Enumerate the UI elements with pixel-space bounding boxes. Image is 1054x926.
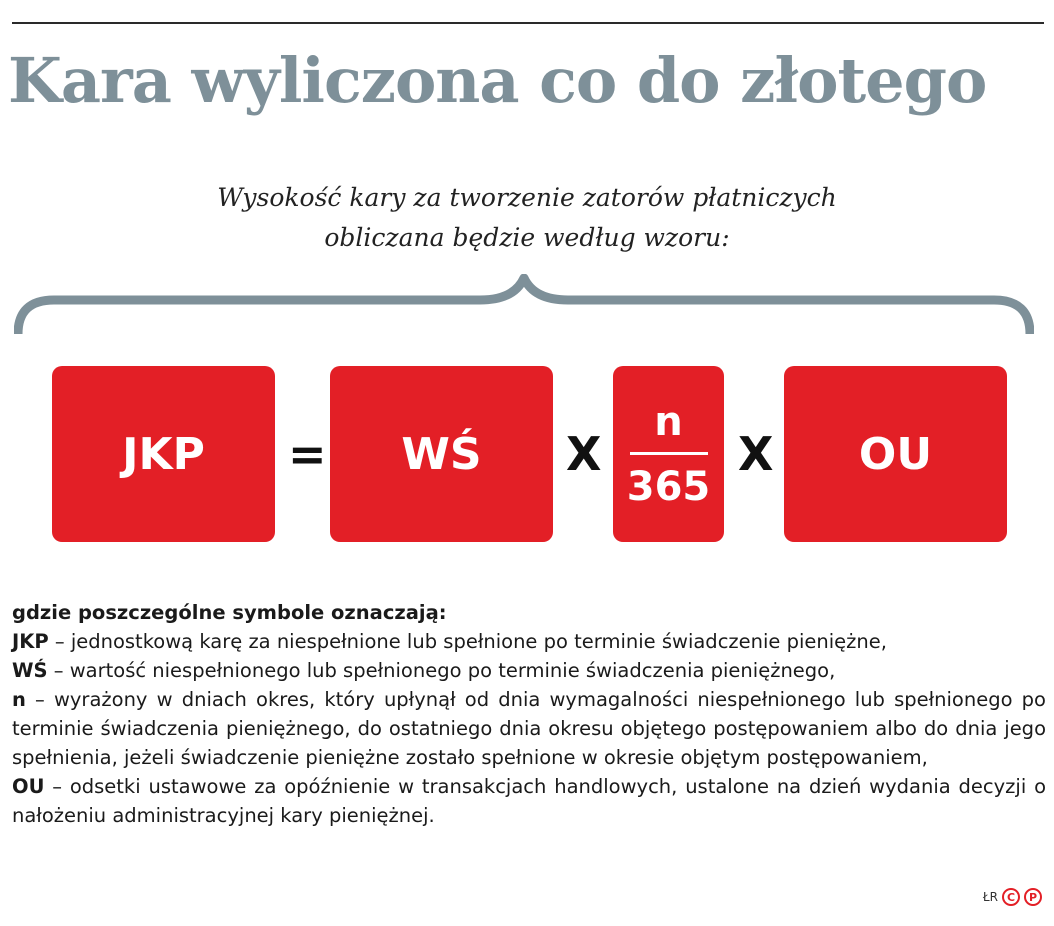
curly-brace (14, 274, 1034, 338)
jkp-symbol: JKP (122, 428, 205, 480)
fraction-numerator: n (654, 398, 683, 445)
legend-text: – odsetki ustawowe za opóźnienie w transakcjach handlowych, ustalone na dzień wydania decyzji o nałożeniu administracyjnej kary pieniężnej. (12, 775, 1046, 827)
formula-intro-line-1: Wysokość kary za tworzenie zatorów płatniczych (217, 183, 837, 212)
symbol-legend (12, 598, 1046, 830)
legend-symbol: n (12, 688, 26, 711)
ws-box (330, 366, 553, 542)
equals-sign: = (288, 427, 327, 481)
jkp-box (52, 366, 275, 542)
credit-line (983, 888, 1042, 906)
fraction-bar (630, 452, 708, 455)
legend-item (12, 772, 1046, 830)
multiply-sign-1: X (566, 427, 602, 481)
legend-item (12, 627, 1046, 656)
fraction-denominator: 365 (626, 463, 711, 510)
copyright-icon: C (1002, 888, 1020, 906)
author-initials: ŁR (982, 890, 998, 904)
legend-symbol: WŚ (12, 659, 48, 682)
legend-item (12, 656, 1046, 685)
formula-intro (0, 178, 1054, 258)
ws-symbol: WŚ (401, 428, 482, 480)
formula-intro-line-2: obliczana będzie według wzoru: (324, 223, 730, 252)
fraction-box (613, 366, 724, 542)
page-title: Kara wyliczona co do złotego (8, 44, 987, 117)
ou-box (784, 366, 1007, 542)
legend-text: – wyrażony w dniach okres, który upłynął od dnia wymagalności niespełnionego lub spełnionego po terminie świadczenia pieniężnego, do ostatniego dnia okresu objętego postępowaniem albo do dnia jego spełnienia, jeżeli świadczenie pieniężne zostało spełnione w okresie objętym postępowaniem, (12, 688, 1046, 769)
legend-symbol: JKP (12, 630, 49, 653)
legend-text: – jednostkową karę za niespełnione lub spełnione po terminie świadczenie pieniężne, (48, 630, 887, 653)
ou-symbol: OU (858, 428, 933, 480)
legend-item (12, 685, 1046, 772)
legend-symbol: OU (12, 775, 45, 798)
multiply-sign-2: X (738, 427, 774, 481)
publisher-icon: P (1024, 888, 1042, 906)
top-rule (12, 22, 1044, 24)
legend-text: – wartość niespełnionego lub spełnionego po terminie świadczenia pieniężnego, (47, 659, 836, 682)
legend-header: gdzie poszczególne symbole oznaczają: (12, 601, 447, 624)
